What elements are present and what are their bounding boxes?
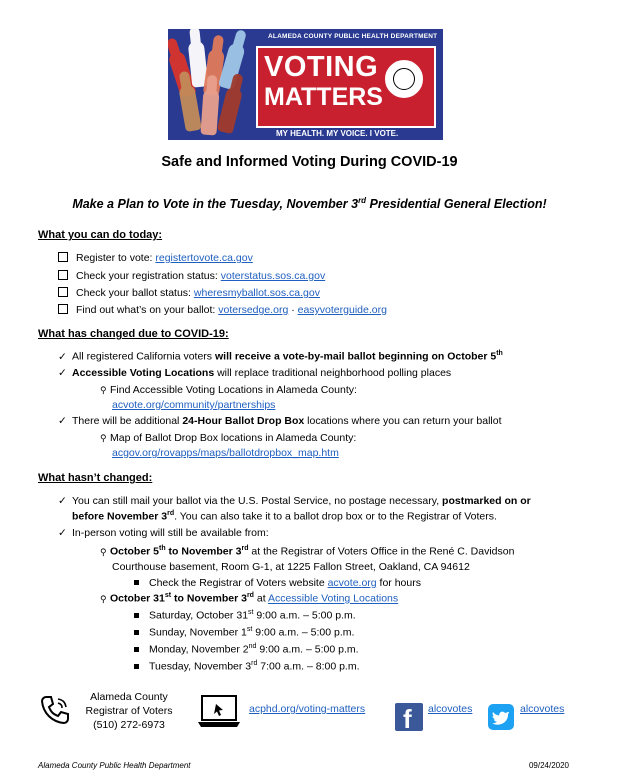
section-heading-unchanged: What hasn’t changed: <box>38 472 153 484</box>
list-item <box>112 399 275 411</box>
link-acvote-partnerships[interactable]: acvote.org/community/partnerships <box>112 399 276 411</box>
list-item: ✓ You can still mail your ballot via the U.S. Postal Service, no postage necessary, postmarked on or <box>58 495 531 507</box>
footer-date: 09/24/2020 <box>528 761 569 770</box>
checkmark-icon: ✓ <box>58 527 67 539</box>
list-item: Tuesday, November 3rd 7:00 a.m. – 8:00 p.m. <box>134 660 360 673</box>
registrar-phone[interactable]: (510) 272-6973 <box>93 719 165 731</box>
list-item: Check the Registrar of Voters website acvote.org for hours <box>134 577 421 589</box>
link-votersedge[interactable]: votersedge.org <box>218 304 289 316</box>
checkbox-icon <box>58 252 68 262</box>
twitter-icon[interactable] <box>488 704 514 730</box>
link-wheresmyballot[interactable]: wheresmyballot.sos.ca.gov <box>193 287 320 299</box>
square-bullet-icon <box>134 613 139 618</box>
banner-title-voting: VOTING <box>264 51 379 83</box>
list-item: Find out what’s on your ballot: votersedge.org · easyvoterguide.org <box>58 304 387 316</box>
square-bullet-icon <box>134 580 139 585</box>
square-bullet-icon <box>134 664 139 669</box>
list-item: ⚲ October 5th to November 3rd at the Registrar of Voters Office in the René C. Davidson <box>100 545 515 558</box>
registrar-name: Alameda County <box>90 691 168 703</box>
list-item: Saturday, October 31st 9:00 a.m. – 5:00 p.m. <box>134 609 356 622</box>
list-item: Check your ballot status: wheresmyballot.sos.ca.gov <box>58 287 320 299</box>
list-item: Register to vote: registertovote.ca.gov <box>58 252 253 264</box>
banner-title-box <box>256 46 436 128</box>
checkbox-icon <box>58 270 68 280</box>
list-item: Courthouse basement, Room G-1, at 1225 Fallon Street, Oakland, CA 94612 <box>112 561 470 573</box>
facebook-icon[interactable]: f <box>395 703 423 731</box>
banner-tagline: MY HEALTH. MY VOICE. I VOTE. <box>276 129 399 138</box>
phone-icon <box>38 693 72 727</box>
square-bullet-icon <box>134 647 139 652</box>
checkbox-icon <box>58 287 68 297</box>
list-item: ⚲ October 31st to November 3rd at Accessible Voting Locations <box>100 592 399 605</box>
list-item: ✓ All registered California voters will receive a vote-by-mail ballot beginning on October 5th <box>58 350 503 363</box>
checkmark-icon: ✓ <box>58 415 67 427</box>
checkbox-icon <box>58 304 68 314</box>
location-pin-icon: ⚲ <box>100 385 107 395</box>
page-subtitle: Make a Plan to Vote in the Tuesday, November 3rd Presidential General Election! <box>72 196 547 212</box>
link-ballotdropbox-map[interactable]: acgov.org/rovapps/maps/ballotdropbox_map.htm <box>112 447 339 459</box>
laptop-icon <box>197 694 241 730</box>
location-pin-icon: ⚲ <box>100 593 107 604</box>
footer-department: Alameda County Public Health Department <box>38 761 191 770</box>
square-bullet-icon <box>134 630 139 635</box>
link-acphd-voting-matters[interactable]: acphd.org/voting-matters <box>249 703 366 715</box>
list-item: Check your registration status: voterstatus.sos.ca.gov <box>58 270 325 282</box>
banner-title-matters: MATTERS <box>264 83 383 111</box>
list-item: Monday, November 2nd 9:00 a.m. – 5:00 p.m. <box>134 643 359 656</box>
registrar-name-2: Registrar of Voters <box>85 705 173 717</box>
list-item: before November 3rd. You can also take it to a ballot drop box or to the Registrar of Voters. <box>72 510 497 523</box>
location-pin-icon: ⚲ <box>100 433 107 443</box>
county-seal-icon <box>383 58 425 100</box>
checkmark-icon: ✓ <box>58 367 67 379</box>
page-title: Safe and Informed Voting During COVID-19 <box>161 154 458 170</box>
link-easyvoterguide[interactable]: easyvoterguide.org <box>297 304 387 316</box>
link-registertovote[interactable]: registertovote.ca.gov <box>155 252 253 264</box>
list-item: ✓ In-person voting will still be available from: <box>58 527 269 539</box>
link-acvote[interactable]: acvote.org <box>327 577 377 589</box>
location-pin-icon: ⚲ <box>100 546 107 557</box>
checkmark-icon: ✓ <box>58 350 67 363</box>
list-item <box>112 447 339 459</box>
list-item: ⚲ Find Accessible Voting Locations in Alameda County: <box>100 384 357 396</box>
link-accessible-voting-locations[interactable]: Accessible Voting Locations <box>267 592 399 605</box>
list-item: ⚲ Map of Ballot Drop Box locations in Alameda County: <box>100 432 357 444</box>
section-heading-changed: What has changed due to COVID-19: <box>38 328 229 340</box>
banner-department: ALAMEDA COUNTY PUBLIC HEALTH DEPARTMENT <box>268 33 438 40</box>
list-item: ✓ There will be additional 24-Hour Ballot Drop Box locations where you can return your ballot <box>58 415 502 427</box>
list-item: ✓ Accessible Voting Locations will replace traditional neighborhood polling places <box>58 367 452 379</box>
link-facebook-alcovotes[interactable]: alcovotes <box>428 703 473 715</box>
link-twitter-alcovotes[interactable]: alcovotes <box>520 703 565 715</box>
list-item: Sunday, November 1st 9:00 a.m. – 5:00 p.m. <box>134 626 354 639</box>
section-heading-today: What you can do today: <box>38 229 163 241</box>
registrar-contact <box>84 690 174 732</box>
voting-matters-banner <box>168 29 443 140</box>
link-voterstatus[interactable]: voterstatus.sos.ca.gov <box>220 270 326 282</box>
checkmark-icon: ✓ <box>58 495 67 507</box>
